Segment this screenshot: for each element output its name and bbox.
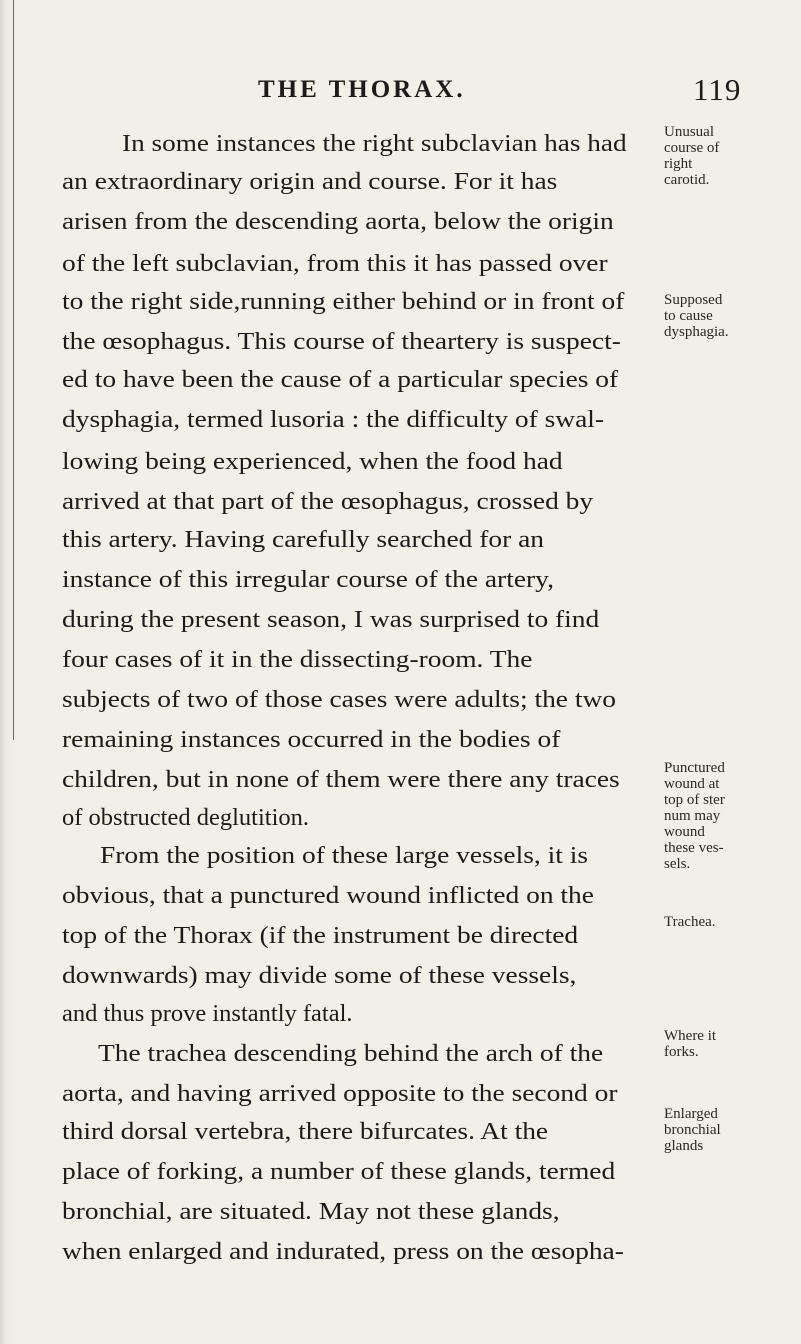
- text-line: the œsophagus. This course of theartery is suspect-: [62, 328, 621, 355]
- text-line: during the present season, I was surprised to find: [62, 606, 600, 633]
- text-line: subjects of two of those cases were adults; the two: [62, 686, 617, 713]
- text-line: arisen from the descending aorta, below the origin: [62, 208, 614, 235]
- binding-line: [13, 0, 14, 740]
- text-line: From the position of these large vessels, it is: [100, 842, 589, 869]
- text-line: and thus prove instantly fatal.: [62, 1000, 353, 1027]
- margin-note-line: wound: [664, 824, 705, 840]
- margin-note-line: these ves-: [664, 840, 724, 856]
- page-header: [0, 72, 801, 110]
- margin-note-line: wound at: [664, 776, 720, 792]
- text-line: arrived at that part of the œsophagus, crossed by: [62, 488, 594, 515]
- text-line: downwards) may divide some of these vessels,: [62, 962, 577, 989]
- margin-note-line: num may: [664, 808, 721, 824]
- text-line: remaining instances occurred in the bodies of: [62, 726, 561, 753]
- margin-note-line: bronchial: [664, 1122, 721, 1138]
- margin-note-line: Supposed: [664, 292, 723, 308]
- text-line: In some instances the right subclavian has had: [122, 130, 627, 157]
- margin-note-line: right: [664, 156, 693, 172]
- text-line: of the left subclavian, from this it has passed over: [62, 250, 608, 277]
- text-line: ed to have been the cause of a particular species of: [62, 366, 619, 393]
- text-line: when enlarged and indurated, press on the œsopha-: [62, 1238, 624, 1265]
- text-line: third dorsal vertebra, there bifurcates. At the: [62, 1118, 549, 1145]
- text-line: aorta, and having arrived opposite to the second or: [62, 1080, 618, 1107]
- margin-note-line: Trachea.: [664, 914, 716, 930]
- margin-note-line: Where it: [664, 1028, 717, 1044]
- text-line: children, but in none of them were there any traces: [62, 766, 620, 793]
- margin-note-line: course of: [664, 140, 720, 156]
- margin-note-line: forks.: [664, 1044, 699, 1060]
- text-line: top of the Thorax (if the instrument be directed: [62, 922, 579, 949]
- margin-note-line: top of ster: [664, 792, 725, 808]
- running-title: THE THORAX.: [258, 76, 466, 103]
- margin-note-line: carotid.: [664, 172, 710, 188]
- text-line: lowing being experienced, when the food had: [62, 448, 563, 475]
- margin-note-line: glands: [664, 1138, 704, 1154]
- text-line: bronchial, are situated. May not these glands,: [62, 1198, 560, 1225]
- text-line: to the right side,running either behind or in front of: [62, 288, 625, 315]
- margin-note-line: sels.: [664, 856, 691, 872]
- margin-note-line: Enlarged: [664, 1106, 718, 1122]
- margin-note-line: Unusual: [664, 124, 714, 140]
- text-line: instance of this irregular course of the artery,: [62, 566, 554, 593]
- margin-note-line: dysphagia.: [664, 324, 729, 340]
- text-line: dysphagia, termed lusoria : the difficulty of swal-: [62, 406, 605, 433]
- page-binding-edge: [0, 0, 18, 1344]
- text-line: four cases of it in the dissecting-room. The: [62, 646, 533, 673]
- text-line: an extraordinary origin and course. For it has: [62, 168, 558, 195]
- margin-note-line: to cause: [664, 308, 713, 324]
- text-line: this artery. Having carefully searched for an: [62, 526, 545, 553]
- text-line: The trachea descending behind the arch of the: [98, 1040, 604, 1067]
- margin-note-line: Punctured: [664, 760, 725, 776]
- text-line: place of forking, a number of these glands, termed: [62, 1158, 616, 1185]
- text-line: obvious, that a punctured wound inflicted on the: [62, 882, 594, 909]
- page-number: 119: [693, 72, 742, 107]
- text-line: of obstructed deglutition.: [62, 804, 309, 831]
